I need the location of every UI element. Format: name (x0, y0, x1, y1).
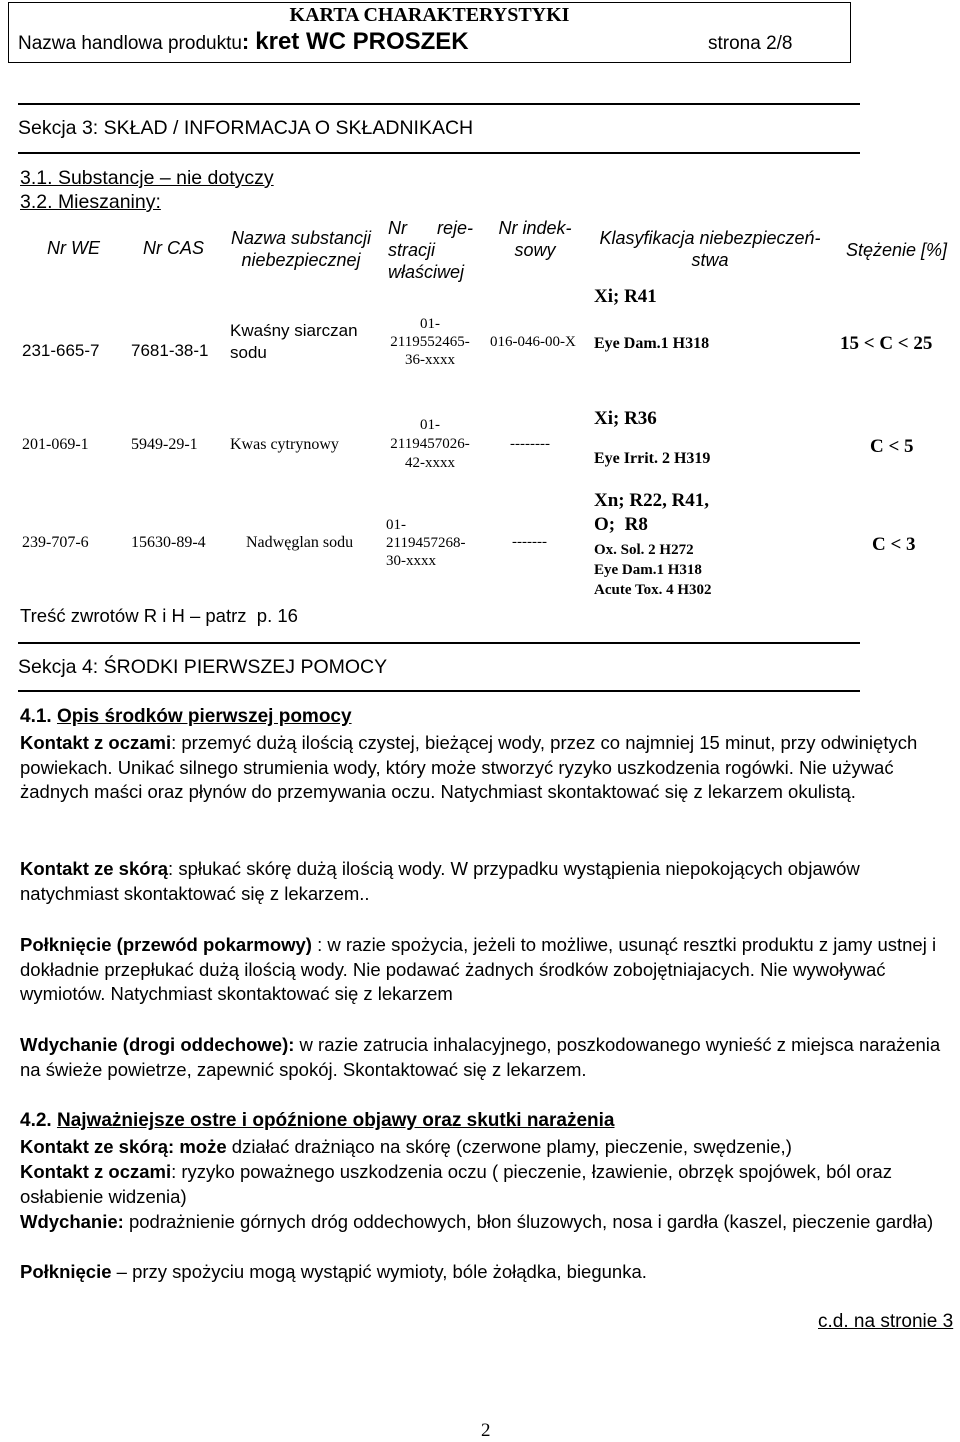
paragraph-text: : w razie spożycia, jeżeli to możliwe, usunąć resztki produktu z jamy ustnej i dokładnie przepłukać dużą ilością wody. Nie podawać żadnych środków zobojętniajacych. Nie wywoływać wymiotów. Natychmiast skontaktować się z lekarzem (20, 934, 937, 1004)
paragraph-text: : ryzyko poważnego uszkodzenia oczu ( pieczenie, łzawienie, obrzęk spojówek, ból oraz osłabienie widzenia) (20, 1161, 892, 1207)
column-klasyfikacja-line1: Klasyfikacja niebezpieczeń- (599, 228, 821, 248)
paragraph-eye-contact (20, 731, 950, 805)
cell-class-line2: Eye Irrit. 2 H319 (594, 450, 711, 467)
symptom-skin (20, 1135, 950, 1160)
cell-nr-we: 201-069-1 (22, 436, 89, 453)
symptom-eyes (20, 1160, 950, 1209)
paragraph-lead: Wdychanie: (20, 1211, 124, 1232)
column-nazwa-line1: Nazwa substancji (230, 228, 372, 248)
cell-class-line1: Xn; R22, R41, (594, 490, 710, 511)
column-rejestracji-line2: stracji (388, 240, 436, 260)
cell-reg-line1: 01- (420, 417, 440, 433)
paragraph-lead: Kontakt ze skórą (20, 858, 169, 879)
cell-index: ------- (512, 534, 547, 550)
column-nr-we: Nr WE (47, 238, 100, 258)
paragraph-text: : przemyć dużą ilością czystej, bieżącej wody, przez co najmniej 15 minut, przy odwiniętych powiekach. Unikać silnego strumienia wody, który może stworzyć ryzyko uszkodzenia rogówki. Nie używać żadnych maści oraz płynów do przemywania oczu. Natychmiast skontaktować się z lekarzem okulistą. (20, 732, 918, 802)
product-line (18, 28, 469, 56)
cell-class-line2: Eye Dam.1 H318 (594, 335, 710, 352)
cell-class-line4: Eye Dam.1 H318 (594, 562, 702, 578)
cell-index: 016-046-00-X (490, 334, 576, 350)
cell-reg-line2: 2119552465- (390, 334, 470, 350)
paragraph-inhalation (20, 1033, 950, 1082)
column-stezenie: Stężenie [%] (846, 240, 948, 260)
paragraph-lead: Kontakt ze skórą: może (20, 1136, 227, 1157)
cell-nr-we: 231-665-7 (22, 341, 100, 360)
divider (18, 152, 860, 154)
paragraph-lead: Kontakt z oczami (20, 1161, 172, 1182)
cell-class-line1: Xi; R36 (594, 408, 657, 429)
column-rejestracji-line3: właściwej (388, 262, 465, 282)
column-indeks-line2: sowy (514, 240, 556, 260)
paragraph-lead: Kontakt z oczami (20, 732, 172, 753)
subsection-title: Najważniejsze ostre i opóźnione objawy oraz skutki narażenia (56, 1110, 615, 1131)
cell-reg-line3: 30-xxxx (386, 553, 436, 569)
paragraph-ingestion (20, 933, 956, 1007)
cell-concentration: C < 3 (872, 534, 916, 555)
paragraph-lead: Połknięcie (przewód pokarmowy) (20, 934, 312, 955)
subsection-4-1 (20, 706, 352, 728)
cell-concentration: 15 < C < 25 (840, 333, 933, 354)
column-rejestracji-line1: Nr reje- (388, 218, 474, 238)
section3-title: Sekcja 3: SKŁAD / INFORMACJA O SKŁADNIKACH (18, 117, 474, 139)
cell-reg-line3: 42-xxxx (405, 455, 455, 471)
product-colon: : (241, 29, 250, 54)
continued-on-next-page: c.d. na stronie 3 (818, 1311, 954, 1332)
subsection-number: 4.2. (20, 1110, 57, 1131)
divider (18, 690, 860, 692)
cell-reg-line2: 2119457026- (390, 436, 470, 452)
cell-class-line1: Xi; R41 (594, 286, 657, 307)
cell-name-line1: Nadwęglan sodu (246, 534, 354, 551)
column-indeks-line1: Nr indek- (498, 218, 572, 238)
subsection-3-2: 3.2. Mieszaniny: (20, 191, 161, 213)
symptom-inhalation (20, 1210, 950, 1235)
paragraph-text: : spłukać skórę dużą ilością wody. W przypadku wystąpienia niepokojących objawów natychmiast skontaktować się z lekarzem.. (20, 858, 860, 904)
document-title: KARTA CHARAKTERYSTYKI (289, 4, 570, 26)
cell-reg-line1: 01- (420, 316, 440, 332)
paragraph-text: działać drażniąco na skórę (czerwone plamy, pieczenie, swędzenie,) (226, 1136, 792, 1157)
cell-class-line2: O; R8 (594, 514, 648, 535)
divider (18, 103, 860, 105)
product-label: Nazwa handlowa produktu (18, 33, 242, 54)
page-label: strona 2/8 (708, 33, 793, 54)
r-h-phrases-note: Treść zwrotów R i H – patrz p. 16 (20, 605, 298, 626)
paragraph-lead: Wdychanie (drogi oddechowe): (20, 1034, 295, 1055)
column-nazwa-line2: niebezpiecznej (241, 250, 361, 270)
cell-nr-cas: 5949-29-1 (131, 436, 198, 453)
subsection-number: 4.1. (20, 706, 57, 727)
cell-reg-line2: 2119457268- (386, 535, 466, 551)
paragraph-text: w razie zatrucia inhalacyjnego, poszkodowanego wynieść z miejsca narażenia na świeże powietrze, zapewnić spokój. Skontaktować się z lekarzem. (20, 1034, 941, 1080)
subsection-4-2 (20, 1110, 614, 1132)
cell-class-line3: Ox. Sol. 2 H272 (594, 542, 694, 558)
cell-reg-line3: 36-xxxx (405, 352, 455, 368)
cell-name-line1: Kwas cytrynowy (230, 436, 339, 453)
subsection-title: Opis środków pierwszej pomocy (56, 706, 352, 727)
cell-nr-we: 239-707-6 (22, 534, 89, 551)
cell-class-line5: Acute Tox. 4 H302 (594, 582, 712, 598)
cell-nr-cas: 7681-38-1 (131, 341, 209, 360)
paragraph-text: podrażnienie górnych dróg oddechowych, błon śluzowych, nosa i gardła (kaszel, pieczenie gardła) (123, 1211, 934, 1232)
page-number: 2 (481, 1420, 491, 1441)
divider (18, 642, 860, 644)
cell-reg-line1: 01- (386, 517, 406, 533)
column-nr-cas: Nr CAS (143, 238, 205, 258)
column-klasyfikacja-line2: stwa (691, 250, 729, 270)
paragraph-lead: Połknięcie (20, 1261, 112, 1282)
product-name: kret WC PROSZEK (255, 28, 469, 55)
cell-name-line1: Kwaśny siarczan (230, 321, 358, 340)
symptom-ingestion (20, 1260, 950, 1285)
cell-nr-cas: 15630-89-4 (131, 534, 206, 551)
cell-index: -------- (510, 436, 550, 452)
subsection-3-1: 3.1. Substancje – nie dotyczy (20, 167, 274, 189)
cell-concentration: C < 5 (870, 436, 914, 457)
section4-title: Sekcja 4: ŚRODKI PIERWSZEJ POMOCY (18, 656, 388, 678)
paragraph-text: – przy spożyciu mogą wystąpić wymioty, bóle żołądka, biegunka. (111, 1261, 647, 1282)
paragraph-skin-contact (20, 857, 950, 906)
cell-name-line2: sodu (230, 343, 267, 362)
